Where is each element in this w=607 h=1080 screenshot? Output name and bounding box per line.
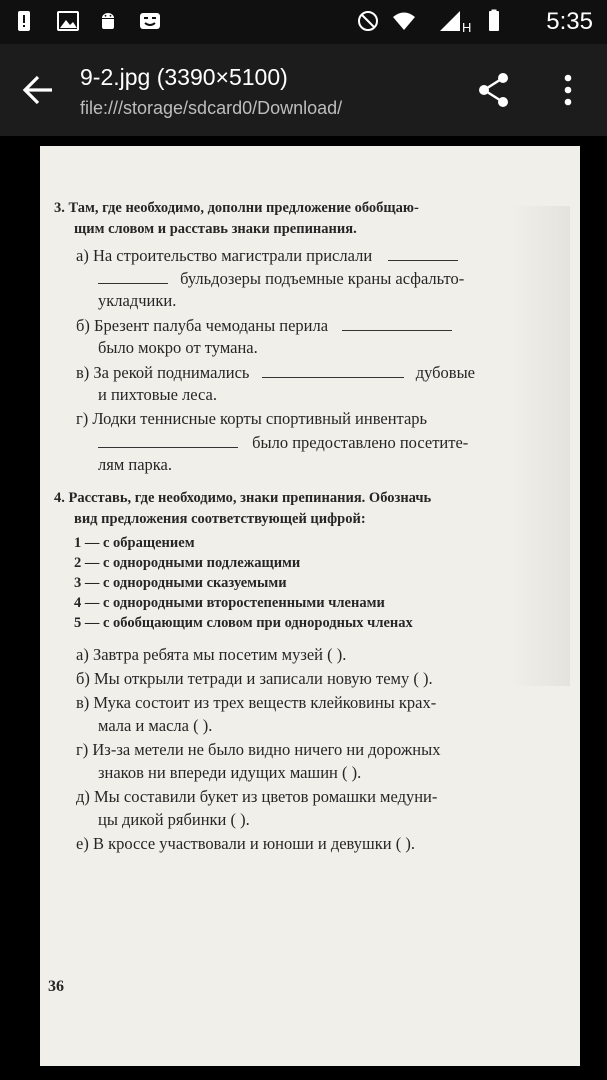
back-arrow-icon[interactable] <box>14 66 62 114</box>
file-path: file:///storage/sdcard0/Download/ <box>80 98 343 118</box>
task3-heading-line2: щим словом и расставь знаки препинания. <box>74 221 357 237</box>
task4-f: е) В кроссе участвовали и юноши и девушки ( ). <box>76 834 415 853</box>
task3-d-line3: лям парка. <box>98 455 173 474</box>
task4-d-line1: г) Из-за метели не было видно ничего ни дорожных <box>76 740 441 759</box>
task3-heading <box>54 198 536 240</box>
answer-blank <box>98 431 238 448</box>
answer-blank <box>262 361 404 378</box>
task3-a-line3: укладчики. <box>98 291 177 310</box>
clock: 5:35 <box>546 8 593 35</box>
alert-icon <box>12 9 36 33</box>
answer-blank <box>98 267 168 284</box>
task3-a-line1: а) На строительство магистрали прислали <box>76 244 458 267</box>
task3-d-line2: было предоставлено посетите- <box>98 431 468 454</box>
network-type-label: H <box>462 20 472 35</box>
task4-c-line1: в) Мука состоит из трех веществ клейковины крах- <box>76 693 437 712</box>
answer-blank <box>342 314 452 331</box>
task4-heading <box>54 488 536 530</box>
task3-b-line2: было мокро от тумана. <box>98 338 258 357</box>
notification-icon <box>138 9 162 33</box>
image-viewer[interactable] <box>0 136 607 1080</box>
signal-icon <box>438 9 462 33</box>
task4-c-line2: мала и масла ( ). <box>98 716 213 735</box>
task4-e-line2: цы дикой рябинки ( ). <box>98 810 250 829</box>
image-icon <box>56 9 80 33</box>
task4-heading-line1: 4. Расставь, где необходимо, знаки препинания. Обозначь <box>54 490 432 506</box>
task4-d-line2: знаков ни впереди идущих машин ( ). <box>98 763 362 782</box>
status-bar <box>0 0 607 44</box>
battery-icon <box>482 9 506 33</box>
task4-b: б) Мы открыли тетради и записали новую тему ( ). <box>76 669 433 688</box>
task4-e-line1: д) Мы составили букет из цветов ромашки медуни- <box>76 787 438 806</box>
task3-a-line2: бульдозеры подъемные краны асфальто- <box>98 267 464 290</box>
bleed-through-shadow <box>510 206 570 686</box>
task4-heading-line2: вид предложения соответствующей цифрой: <box>74 511 366 527</box>
task3-heading-line1: 3. Там, где необходимо, дополни предложение обобщаю- <box>54 200 419 216</box>
more-vert-icon[interactable] <box>548 66 588 114</box>
app-bar <box>0 44 607 136</box>
task3-d-line1: г) Лодки теннисные корты спортивный инвентарь <box>76 409 428 428</box>
task3-c-line2: и пихтовые леса. <box>98 385 217 404</box>
do-not-disturb-icon <box>356 9 380 33</box>
task4-option: 1 — с обращением <box>74 535 195 551</box>
task4-option: 4 — с однородными второстепенными членами <box>74 595 385 611</box>
wifi-icon <box>392 9 416 33</box>
task3-b-line1: б) Брезент палуба чемоданы перила <box>76 314 452 337</box>
scanned-page <box>40 146 580 1066</box>
task4-option: 3 — с однородными сказуемыми <box>74 575 287 591</box>
task4-option: 5 — с обобщающим словом при однородных членах <box>74 615 413 631</box>
page-title: 9-2.jpg (3390×5100) <box>80 64 288 90</box>
task3-c-line1: в) За рекой поднимались дубовые <box>76 363 475 382</box>
android-icon <box>96 9 120 33</box>
task4-a: а) Завтра ребята мы посетим музей ( ). <box>76 645 347 664</box>
share-icon[interactable] <box>470 66 518 114</box>
task4-option: 2 — с однородными подлежащими <box>74 555 301 571</box>
answer-blank <box>388 244 458 261</box>
page-number: 36 <box>48 978 64 995</box>
